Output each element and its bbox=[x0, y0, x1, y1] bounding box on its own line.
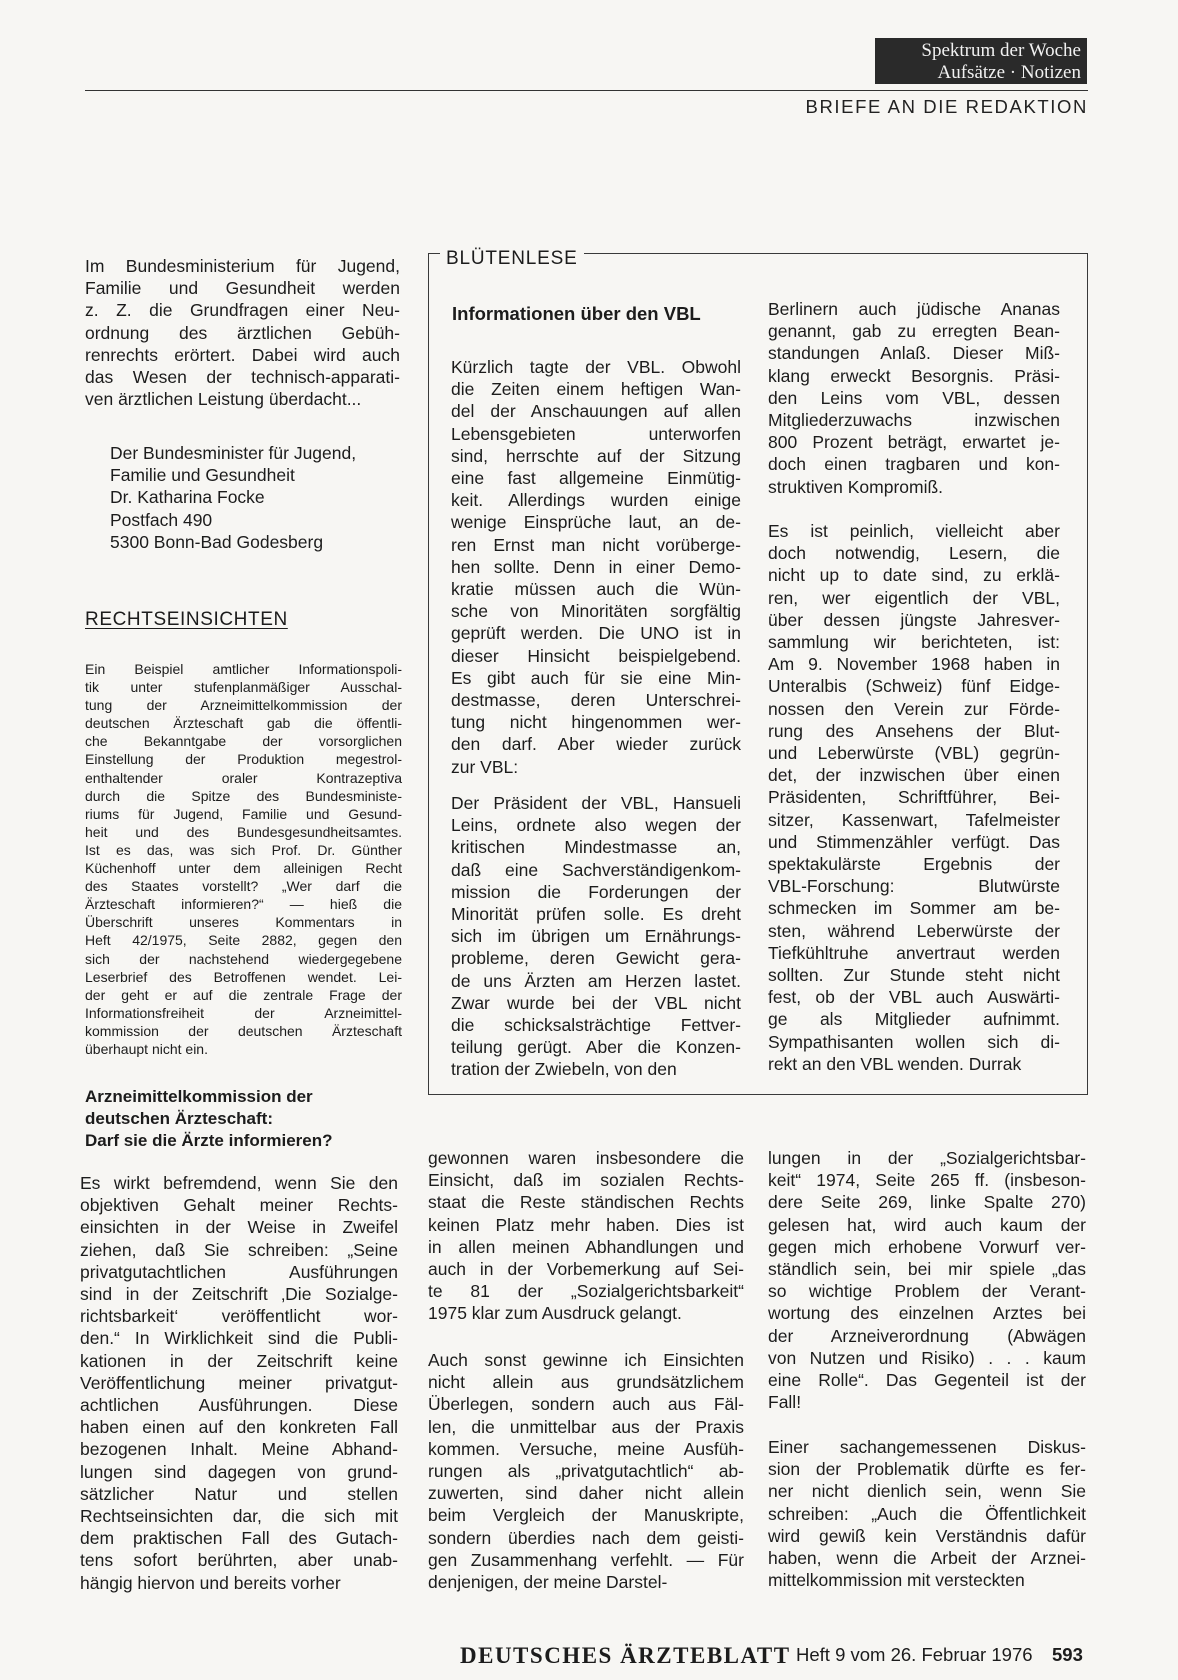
text-line: Dr. Katharina Focke bbox=[110, 487, 265, 508]
text-line: Es ist peinlich, vielleicht aber bbox=[768, 521, 1060, 541]
text-line: achtlichen Ausführungen. Diese bbox=[80, 1395, 398, 1416]
text-line: keit. Allerdings wurden einige bbox=[451, 490, 741, 511]
text-line: sind in der Zeitschrift ‚Die Sozialge- bbox=[80, 1284, 398, 1305]
text-line: Ist es das, was sich Prof. Dr. Günther bbox=[85, 841, 402, 858]
text-line: sollten. Zur Stunde steht nicht bbox=[768, 965, 1060, 986]
bluetenlese-column-1-para-1 bbox=[451, 356, 741, 778]
text-line: von Nutzen und Risiko) . . . kaum bbox=[768, 1347, 1086, 1368]
text-line: Lebensgebieten unterworfen bbox=[451, 423, 741, 444]
section-title: BRIEFE AN DIE REDAKTION bbox=[805, 96, 1088, 117]
text-line: kommission der deutschen Ärzteschaft bbox=[85, 1022, 402, 1039]
text-line: deutschen Ärzteschaft gab die öffentli- bbox=[85, 715, 402, 732]
text-line: VBL-Forschung: Blutwürste bbox=[768, 876, 1060, 897]
text-line: sondern überdies nach dem geisti- bbox=[428, 1527, 744, 1548]
text-line: sten, während Leberwürste der bbox=[768, 920, 1060, 941]
text-line: in allen meinen Abhandlungen und bbox=[428, 1236, 744, 1257]
text-line: dieser Hinsicht beispielgebend. bbox=[451, 645, 741, 666]
text-line: mittelkommission mit versteckten bbox=[768, 1570, 1025, 1591]
text-line: Küchenhoff unter dem alleinigen Recht bbox=[85, 860, 402, 877]
text-line: gegen mich erhobene Vorwurf ver- bbox=[768, 1236, 1086, 1257]
text-line: standungen Anlaß. Dieser Miß- bbox=[768, 343, 1060, 364]
text-line: det, der inzwischen über einen bbox=[768, 765, 1060, 786]
text-line: sätzlicher Natur und stellen bbox=[80, 1483, 398, 1504]
text-line: tration der Zwiebeln, von den bbox=[451, 1059, 677, 1080]
text-line: fest, ob der VBL auch Auswärti- bbox=[768, 987, 1060, 1008]
text-line: struktiven Kompromiß. bbox=[768, 476, 944, 497]
bluetenlese-label: BLÜTENLESE bbox=[440, 248, 584, 270]
issue-info: Heft 9 vom 26. Februar 1976 bbox=[796, 1644, 1033, 1665]
text-line: haben einen auf den konkreten Fall bbox=[80, 1417, 398, 1438]
text-line: tens sofort berührten, aber unab- bbox=[80, 1550, 398, 1571]
text-line: kratie müssen auch die Wün- bbox=[451, 579, 741, 600]
text-line: lungen in der „Sozialgerichtsbar- bbox=[768, 1148, 1086, 1168]
text-line: 800 Prozent beträgt, erwartet je- bbox=[768, 432, 1060, 453]
bluetenlese-column-1-para-2 bbox=[451, 792, 741, 1081]
text-line: che Bekanntgabe der vorsorglichen bbox=[85, 733, 402, 750]
text-line: doch notwendig, Lesern, die bbox=[768, 543, 1060, 564]
text-line: rekt an den VBL wenden. Durrak bbox=[768, 1053, 1022, 1074]
bluetenlese-column-2-para-1 bbox=[768, 298, 1060, 498]
text-line: destmasse, deren Unterschrei- bbox=[451, 690, 741, 711]
text-line: Überschrift unseres Kommentars in bbox=[85, 914, 402, 931]
text-line: Der Bundesminister für Jugend, bbox=[110, 443, 357, 463]
text-line: nossen den Verein zur Förde- bbox=[768, 698, 1060, 719]
text-line: rung des Ansehens der Blut- bbox=[768, 720, 1060, 741]
text-line: de uns Ärzten am Herzen lastet. bbox=[451, 970, 741, 991]
text-line: sind, herrschte auf der Sitzung bbox=[451, 445, 741, 466]
text-line: Der Präsident der VBL, Hansueli bbox=[451, 793, 741, 813]
text-line: einsichten in der Weise in Zweifel bbox=[80, 1217, 398, 1238]
text-line: das Wesen der technisch-apparati- bbox=[85, 367, 400, 388]
text-line: durch die Spitze des Bundesministe- bbox=[85, 787, 402, 804]
text-line: den darf. Aber wieder zurück bbox=[451, 734, 741, 755]
text-line: Unteralbis (Schweiz) fünf Eidge- bbox=[768, 676, 1060, 697]
text-line: überhaupt nicht ein. bbox=[85, 1040, 208, 1057]
rechtseinsichten-text bbox=[85, 660, 402, 1058]
text-line: Am 9. November 1968 haben in bbox=[768, 654, 1060, 675]
text-line: zuwerten, sind daher nicht allein bbox=[428, 1483, 744, 1504]
text-line: gen Zusammenhang verfehlt. — Für bbox=[428, 1549, 744, 1570]
text-line: Postfach 490 bbox=[110, 509, 213, 530]
text-line: sich der nachstehend wiedergegebene bbox=[85, 950, 402, 967]
text-line: der Arzneiverordnung (Abwägen bbox=[768, 1325, 1086, 1346]
header-rule bbox=[85, 90, 1088, 91]
text-line: doch einen tragbaren und kon- bbox=[768, 454, 1060, 475]
text-line: Tiefkühltruhe anvertraut werden bbox=[768, 942, 1060, 963]
text-line: probleme, deren Gewicht gera- bbox=[451, 948, 741, 969]
text-line: den.“ In Wirklichkeit sind die Publi- bbox=[80, 1328, 398, 1349]
text-line: ven ärztlichen Leistung überdacht... bbox=[85, 389, 362, 410]
text-line: hen sollte. Denn in einer Demo- bbox=[451, 556, 741, 577]
text-line: die Zeiten einem heftigen Wan- bbox=[451, 379, 741, 400]
text-line: heit und des Bundesgesundheitsamtes. bbox=[85, 823, 402, 840]
text-line: wenige Einsprüche laut, an de- bbox=[451, 512, 741, 533]
text-line: gelesen hat, wird auch kaum der bbox=[768, 1214, 1086, 1235]
text-line: spektakulärste Ergebnis der bbox=[768, 854, 1060, 875]
text-line: 1975 klar zum Ausdruck gelangt. bbox=[428, 1303, 682, 1324]
text-line: Zwar wurde bei der VBL nicht bbox=[451, 992, 741, 1013]
badge-line-2: Aufsätze · Notizen bbox=[937, 62, 1081, 83]
text-line: gewonnen waren insbesondere die bbox=[428, 1148, 744, 1168]
text-line: Minorität prüfen solle. Es dreht bbox=[451, 904, 741, 925]
section-badge bbox=[875, 38, 1087, 84]
text-line: deutschen Ärzteschaft: bbox=[85, 1109, 273, 1128]
text-line: Mitgliederzuwachs inzwischen bbox=[768, 410, 1060, 431]
text-line: ner nicht dienlich sein, wenn Sie bbox=[768, 1481, 1086, 1502]
minister-address bbox=[110, 442, 410, 553]
text-line: Veröffentlichung meiner privatgut- bbox=[80, 1372, 398, 1393]
text-line: und Stimmenzähler verfügt. Das bbox=[768, 831, 1060, 852]
text-line: mission die Forderungen der bbox=[451, 881, 741, 902]
text-line: tung der Arzneimittelkommission der bbox=[85, 697, 402, 714]
bluetenlese-title: Informationen über den VBL bbox=[452, 303, 701, 324]
text-line: Rechtseinsichten dar, die sich mit bbox=[80, 1506, 398, 1527]
text-line: nicht allein aus grundsätzlichem bbox=[428, 1372, 744, 1393]
text-line: so wichtige Problem der Verant- bbox=[768, 1281, 1086, 1302]
text-line: kationen in der Zeitschrift keine bbox=[80, 1350, 398, 1371]
text-line: Berlinern auch jüdische Ananas bbox=[768, 299, 1060, 319]
text-line: sion der Problematik dürfte es fer- bbox=[768, 1459, 1086, 1480]
text-line: objektiven Gehalt meiner Rechts- bbox=[80, 1195, 398, 1216]
text-line: renrechts erörtert. Dabei wird auch bbox=[85, 344, 400, 365]
text-line: kritischen Mindestmasse an, bbox=[451, 837, 741, 858]
text-line: dem praktischen Fall des Gutach- bbox=[80, 1528, 398, 1549]
letter-column-2-para-1 bbox=[428, 1147, 744, 1325]
text-line: staat die Reste ständischen Rechts bbox=[428, 1192, 744, 1213]
text-line: nicht up to date sind, zu erklä- bbox=[768, 565, 1060, 586]
text-line: schreiben: „Auch die Öffentlichkeit bbox=[768, 1503, 1086, 1524]
text-line: eine Rolle“. Das Gegenteil ist der bbox=[768, 1370, 1086, 1391]
text-line: über dessen jüngste Jahresver- bbox=[768, 609, 1060, 630]
text-line: ordnung des ärztlichen Gebüh- bbox=[85, 322, 400, 343]
text-line: des Staates vorstellt? „Wer darf die bbox=[85, 878, 402, 895]
letter-column-1 bbox=[80, 1172, 398, 1594]
text-line: Einer sachangemessenen Diskus- bbox=[768, 1437, 1086, 1457]
text-line: Informationsfreiheit der Arzneimittel- bbox=[85, 1004, 402, 1021]
text-line: tik unter stufenplanmäßiger Ausschal- bbox=[85, 679, 402, 696]
text-line: Familie und Gesundheit werden bbox=[85, 278, 400, 299]
text-line: keit“ 1974, Seite 265 ff. (insbeson- bbox=[768, 1170, 1086, 1191]
text-line: daß eine Sachverständigenkom- bbox=[451, 859, 741, 880]
text-line: Fall! bbox=[768, 1392, 802, 1413]
text-line: ren, wer eigentlich der VBL, bbox=[768, 587, 1060, 608]
text-line: Kürzlich tagte der VBL. Obwohl bbox=[451, 357, 741, 377]
badge-line-1: Spektrum der Woche bbox=[921, 40, 1081, 61]
text-line: den Leins vom VBL, dessen bbox=[768, 387, 1060, 408]
text-line: teilung gerügt. Aber die Konzen- bbox=[451, 1037, 741, 1058]
text-line: hängig hiervon und bereits vorher bbox=[80, 1572, 341, 1593]
text-line: Einsicht, daß im sozialen Rechts- bbox=[428, 1170, 744, 1191]
text-line: auch in der Vorbemerkung auf Sei- bbox=[428, 1259, 744, 1280]
bluetenlese-column-2-para-2 bbox=[768, 520, 1060, 1075]
text-line: Einstellung der Produktion megestrol- bbox=[85, 751, 402, 768]
text-line: tung nicht hingenommen wer- bbox=[451, 712, 741, 733]
text-line: riums für Jugend, Familie und Gesund- bbox=[85, 805, 402, 822]
text-line: Leserbrief des Betroffenen wendet. Lei- bbox=[85, 968, 402, 985]
text-line: 5300 Bonn-Bad Godesberg bbox=[110, 531, 324, 552]
text-line: bezogenen Inhalt. Meine Abhand- bbox=[80, 1439, 398, 1460]
text-line: Auch sonst gewinne ich Einsichten bbox=[428, 1350, 744, 1370]
text-line: Es gibt auch für sie eine Min- bbox=[451, 667, 741, 688]
text-line: wortung des einzelnen Arztes bei bbox=[768, 1303, 1086, 1324]
text-line: Präsidenten, Schriftführer, Bei- bbox=[768, 787, 1060, 808]
text-line: sich im übrigen um Ernährungs- bbox=[451, 926, 741, 947]
rechtseinsichten-heading: RECHTSEINSICHTEN bbox=[85, 609, 288, 630]
text-line: Leins, ordnete also wegen der bbox=[451, 815, 741, 836]
text-line: Im Bundesministerium für Jugend, bbox=[85, 256, 400, 276]
text-line: schmecken im Sommer am be- bbox=[768, 898, 1060, 919]
text-line: kommen. Versuche, meine Ausfüh- bbox=[428, 1438, 744, 1459]
text-line: geprüft werden. Die UNO ist in bbox=[451, 623, 741, 644]
text-line: Arzneimittelkommission der bbox=[85, 1087, 313, 1106]
letter-column-2-para-2 bbox=[428, 1349, 744, 1593]
text-line: Familie und Gesundheit bbox=[110, 465, 295, 486]
text-line: sche von Minoritäten sorgfältig bbox=[451, 601, 741, 622]
text-line: der geht er auf die zentrale Frage der bbox=[85, 986, 402, 1003]
text-line: te 81 der „Sozialgerichtsbarkeit“ bbox=[428, 1281, 744, 1302]
text-line: Sympathisanten wollen sich di- bbox=[768, 1031, 1060, 1052]
text-line: enthaltender oraler Kontrazeptiva bbox=[85, 769, 402, 786]
text-line: privatgutachtlichen Ausführungen bbox=[80, 1261, 398, 1282]
text-line: haben, wenn die Arbeit der Arznei- bbox=[768, 1548, 1086, 1569]
text-line: sitzer, Kassenwart, Tafelmeister bbox=[768, 809, 1060, 830]
text-line: z. Z. die Grundfragen einer Neu- bbox=[85, 300, 400, 321]
text-line: keinen Platz mehr haben. Dies ist bbox=[428, 1214, 744, 1235]
text-line: Heft 42/1975, Seite 2882, gegen den bbox=[85, 932, 402, 949]
text-line: und Leberwürste (VBL) gegrün- bbox=[768, 743, 1060, 764]
text-line: ständlich sein, bei mir spiele „das bbox=[768, 1259, 1086, 1280]
text-line: rungen als „privatgutachtlich“ ab- bbox=[428, 1461, 744, 1482]
text-line: wird gewiß kein Verständnis dafür bbox=[768, 1525, 1086, 1546]
text-line: die schicksalsträchtige Fettver- bbox=[451, 1015, 741, 1036]
text-line: len, die unmittelbar aus der Praxis bbox=[428, 1416, 744, 1437]
text-line: klang erweckt Besorgnis. Präsi- bbox=[768, 365, 1060, 386]
text-line: Es wirkt befremdend, wenn Sie den bbox=[80, 1173, 398, 1193]
text-line: beim Vergleich der Manuskripte, bbox=[428, 1505, 744, 1526]
journal-title: DEUTSCHES ÄRZTEBLATT bbox=[460, 1643, 791, 1668]
text-line: Überlegen, sondern auch aus Fäl- bbox=[428, 1394, 744, 1415]
letter-column-3-para-1 bbox=[768, 1147, 1086, 1413]
text-line: richtsbarkeit‘ veröffentlicht wor- bbox=[80, 1306, 398, 1327]
page-number: 593 bbox=[1052, 1644, 1083, 1665]
letter-heading bbox=[85, 1086, 405, 1152]
text-line: ren Ernst man nicht vorüberge- bbox=[451, 534, 741, 555]
text-line: sammlung wir berichteten, ist: bbox=[768, 632, 1060, 653]
text-line: Ein Beispiel amtlicher Informationspoli- bbox=[85, 661, 402, 677]
text-line: Ärzteschaft informieren?“ — hieß die bbox=[85, 896, 402, 913]
text-line: del der Anschauungen auf allen bbox=[451, 401, 741, 422]
intro-text bbox=[85, 255, 400, 410]
text-line: lungen sind dagegen von grund- bbox=[80, 1461, 398, 1482]
text-line: denjenigen, der meine Darstel- bbox=[428, 1572, 668, 1593]
text-line: eine fast allgemeine Einmütig- bbox=[451, 468, 741, 489]
text-line: ziehen, daß Sie schreiben: „Seine bbox=[80, 1239, 398, 1260]
text-line: Darf sie die Ärzte informieren? bbox=[85, 1131, 333, 1150]
text-line: dere Seite 269, linke Spalte 270) bbox=[768, 1192, 1086, 1213]
text-line: genannt, gab zu erregten Bean- bbox=[768, 321, 1060, 342]
text-line: zur VBL: bbox=[451, 756, 519, 777]
letter-column-3-para-2 bbox=[768, 1436, 1086, 1591]
text-line: ge als Mitglieder aufnimmt. bbox=[768, 1009, 1060, 1030]
